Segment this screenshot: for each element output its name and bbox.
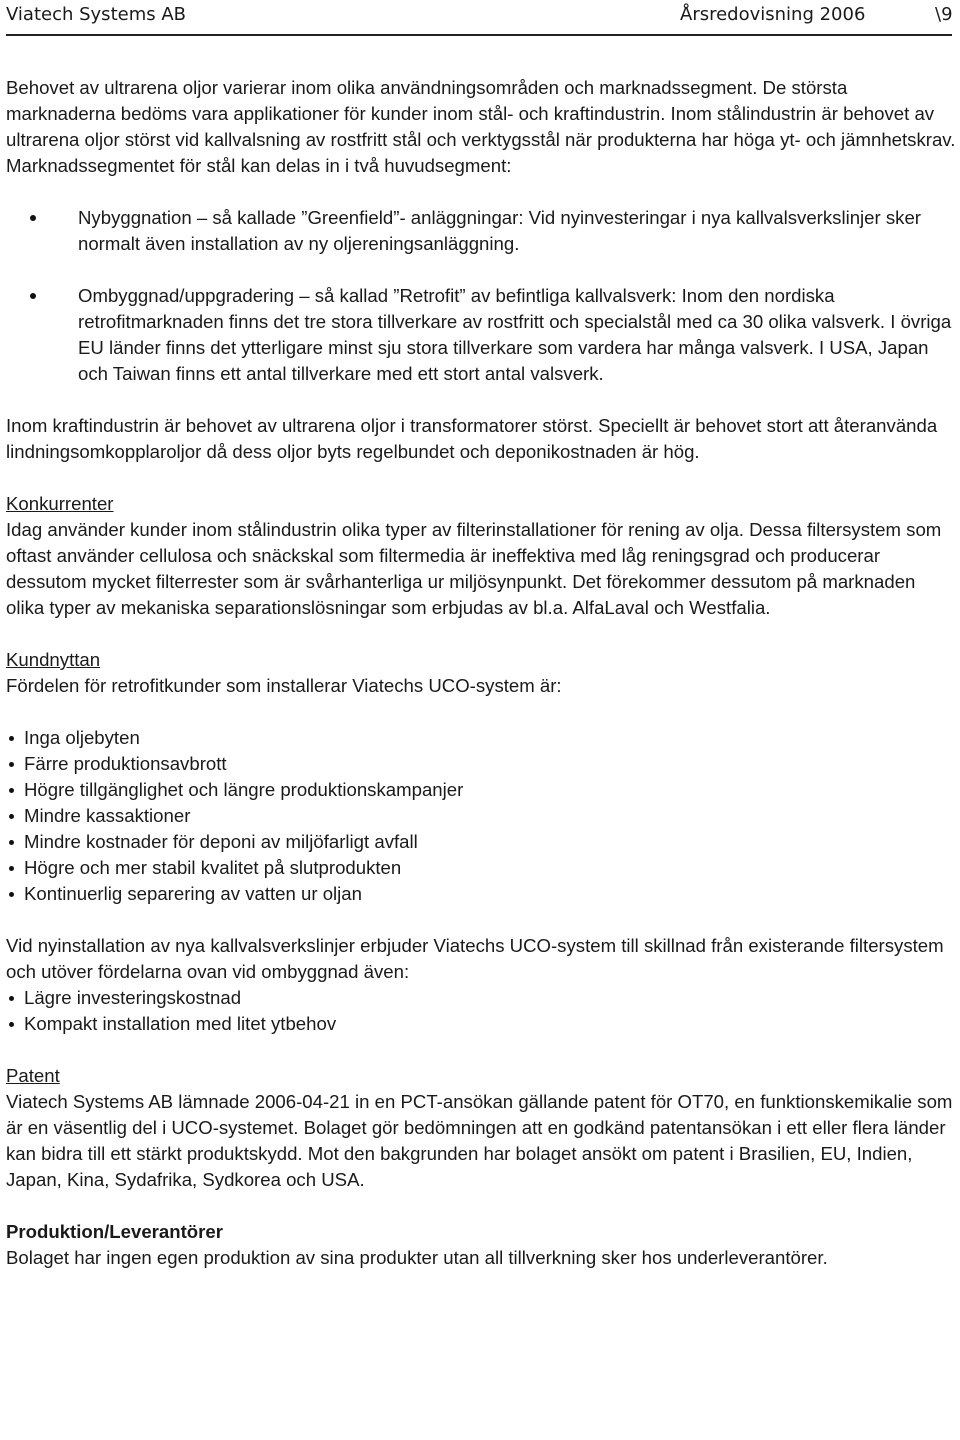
competitors-paragraph: Idag använder kunder inom stålindustrin olika typer av filterinstallationer för rening av olja. Dessa filtersystem som oftast använder cellulosa och snäckskal som filtermedia är ineffektiva med låg reningsgrad och producerar dessutom mycket filterrester som är svårhanterliga ur miljösynpunkt. Det förekommer dessutom på marknaden olika typer av mekaniska separationslösningar som erbjudas av bl.a. AlfaLaval och Westfalia. bbox=[6, 519, 942, 618]
header-divider bbox=[6, 34, 952, 36]
list-item: Ombyggnad/uppgradering – så kallad ”Retrofit” av befintliga kallvalsverk: Inom den nordiska retrofitmarknaden finns det tre stora tillverkare av rostfritt och specialstål med ca 30 olika valsverk. I övriga EU länder finns det ytterligare minst sju stora tillverkare som vardera har många valsverk. I USA, Japan och Taiwan finns ett antal tillverkare med ett stort antal valsverk. bbox=[6, 283, 956, 387]
list-item: Nybyggnation – så kallade ”Greenfield”- anläggningar: Vid nyinvesteringar i nya kallvalsverkslinjer sker normalt även installation av ny oljereningsanläggning. bbox=[6, 205, 956, 257]
header-company: Viatech Systems AB bbox=[6, 4, 186, 25]
section-title-competitors: Konkurrenter bbox=[6, 493, 114, 514]
patent-paragraph: Viatech Systems AB lämnade 2006-04-21 in en PCT-ansökan gällande patent för OT70, en funktionskemikalie som är en väsentlig del i UCO-systemet. Bolaget gör bedömningen att en godkänd patentansökan i ett eller flera länder kan bidra till ett stärkt produktskydd. Mot den bakgrunden har bolaget ansökt om patent i Brasilien, EU, Indien, Japan, Kina, Sydafrika, Sydkorea och USA. bbox=[6, 1091, 953, 1190]
list-item: Lägre investeringskostnad bbox=[6, 985, 956, 1011]
header-report-title: Årsredovisning 2006 bbox=[680, 4, 866, 25]
benefit-list bbox=[6, 725, 956, 907]
intro-paragraph: Behovet av ultrarena oljor varierar inom olika användningsområden och marknadssegment. De största marknaderna bedöms vara applikationer för kunder inom stål- och kraftindustrin. Inom stålindustrin är behovet av ultrarena oljor störst vid kallvalsning av rostfritt stål och verktygsstål när produkterna har höga yt- och jämnhetskrav. Marknadssegmentet för stål kan delas in i två huvudsegment: bbox=[6, 77, 956, 176]
list-item: Färre produktionsavbrott bbox=[6, 751, 956, 777]
list-item: Kontinuerlig separering av vatten ur oljan bbox=[6, 881, 956, 907]
list-item: Mindre kassaktioner bbox=[6, 803, 956, 829]
benefit-intro: Fördelen för retrofitkunder som installerar Viatechs UCO-system är: bbox=[6, 675, 562, 696]
list-item: Kompakt installation med litet ytbehov bbox=[6, 1011, 956, 1037]
power-industry-paragraph: Inom kraftindustrin är behovet av ultrarena oljor i transformatorer störst. Speciellt är behovet stort att återanvända lindningsomkopplaroljor då dess oljor byts regelbundet och deponikostnaden är hög. bbox=[6, 415, 938, 462]
new-installation-intro: Vid nyinstallation av nya kallvalsverkslinjer erbjuder Viatechs UCO-system till skillnad från existerande filtersystem och utöver fördelarna ovan vid ombyggnad även: bbox=[6, 935, 944, 982]
section-title-patent: Patent bbox=[6, 1065, 60, 1086]
segment-list bbox=[6, 205, 956, 387]
list-item: Mindre kostnader för deponi av miljöfarligt avfall bbox=[6, 829, 956, 855]
production-paragraph: Bolaget har ingen egen produktion av sina produkter utan all tillverkning sker hos underleverantörer. bbox=[6, 1247, 828, 1268]
section-title-production: Produktion/Leverantörer bbox=[6, 1221, 223, 1242]
list-item: Högre tillgänglighet och längre produktionskampanjer bbox=[6, 777, 956, 803]
document-body bbox=[6, 75, 956, 1271]
list-item: Inga oljebyten bbox=[6, 725, 956, 751]
section-title-customer-benefit: Kundnyttan bbox=[6, 649, 101, 670]
header-page-number: \9 bbox=[935, 4, 953, 25]
page-header bbox=[0, 0, 960, 40]
new-installation-list bbox=[6, 985, 956, 1037]
list-item: Högre och mer stabil kvalitet på slutprodukten bbox=[6, 855, 956, 881]
